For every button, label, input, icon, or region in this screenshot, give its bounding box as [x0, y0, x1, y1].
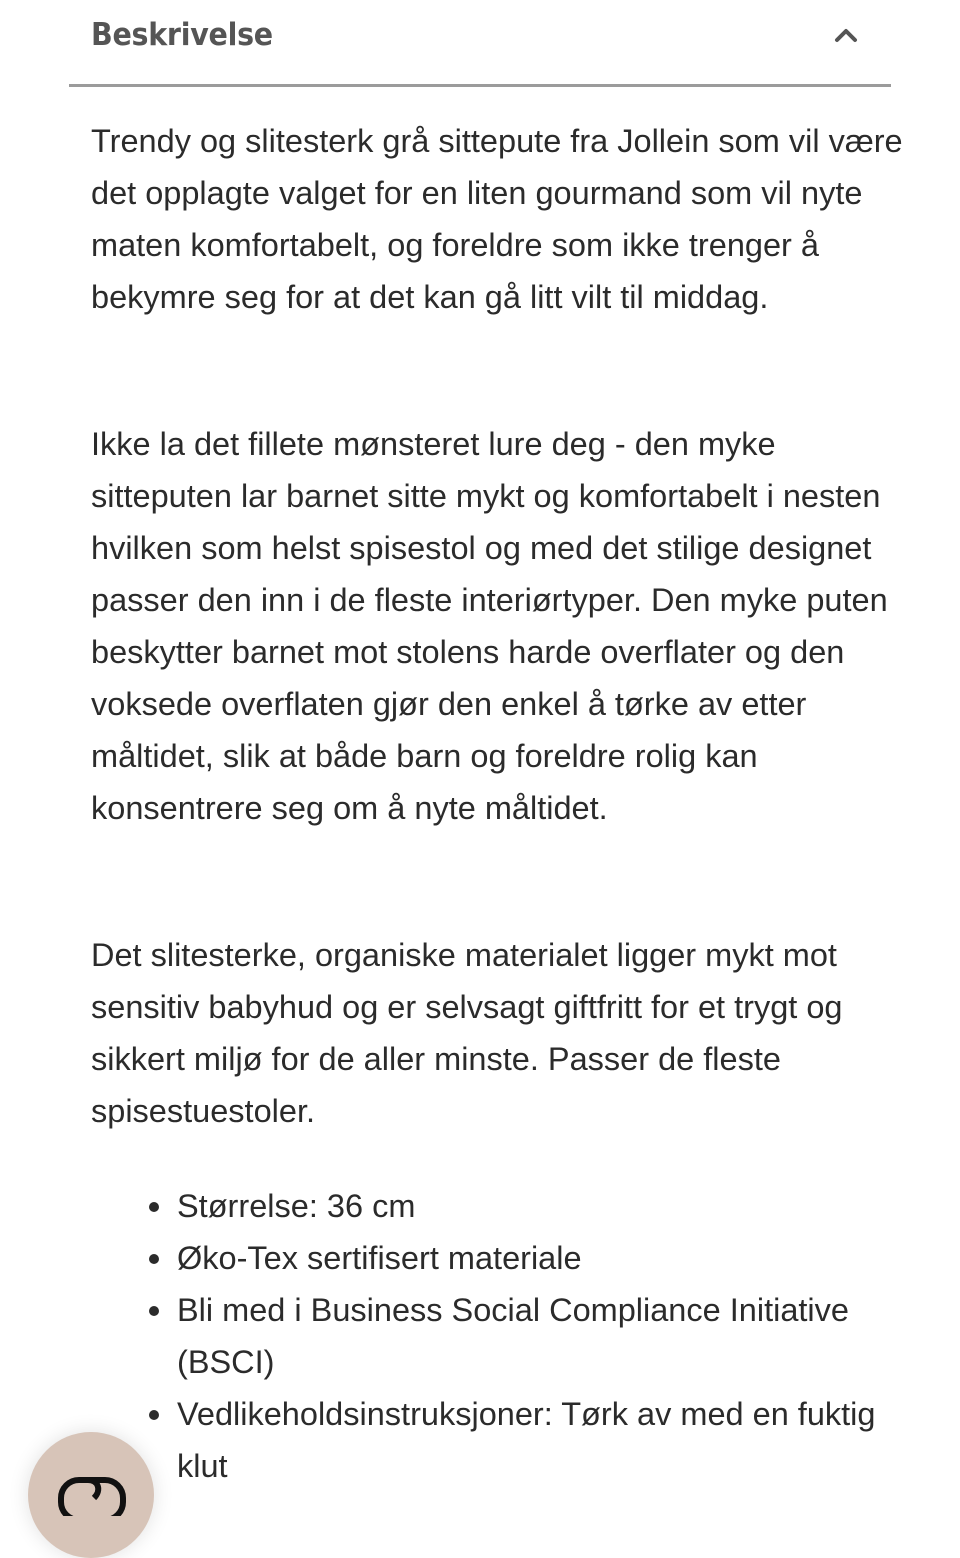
- chat-button[interactable]: [28, 1432, 154, 1558]
- feature-item: Vedlikeholdsinstruksjoner: Tørk av med en fuktig klut: [177, 1388, 897, 1492]
- description-paragraph-1: Trendy og slitesterk grå sittepute fra Jollein som vil være det opplagte valget for en liten gourmand som vil nyte maten komfortabelt, og foreldre som ikke trenger å bekymre seg for at det kan gå litt vilt til middag.: [91, 123, 903, 315]
- description-paragraph-2: Ikke la det fillete mønsteret lure deg - den myke sitteputen lar barnet sitte mykt og komfortabelt i nesten hvilken som helst spisestol og med det stilige designet passer den inn i de fleste interiørtyper. Den myke puten beskytter barnet mot stolens harde overflater og den voksede overflaten gjør den enkel å tørke av etter måltidet, slik at både barn og foreldre rolig kan konsentrere seg om å nyte måltidet.: [91, 426, 888, 826]
- accordion-header[interactable]: [69, 0, 891, 87]
- feature-item: Størrelse: 36 cm: [177, 1180, 897, 1232]
- accordion-title: Beskrivelse: [91, 17, 273, 53]
- description-paragraph-3: Det slitesterke, organiske materialet ligger mykt mot sensitiv babyhud og er selvsagt giftfritt for et trygt og sikkert miljø for de aller minste. Passer de fleste spisestuestoler.: [91, 937, 843, 1129]
- description-accordion: [69, 0, 891, 87]
- chevron-up-icon[interactable]: [821, 10, 871, 60]
- feature-list: [91, 1180, 897, 1492]
- chat-icon: [58, 1476, 128, 1516]
- feature-item: Øko-Tex sertifisert materiale: [177, 1232, 897, 1284]
- feature-item: Bli med i Business Social Compliance Initiative (BSCI): [177, 1284, 897, 1388]
